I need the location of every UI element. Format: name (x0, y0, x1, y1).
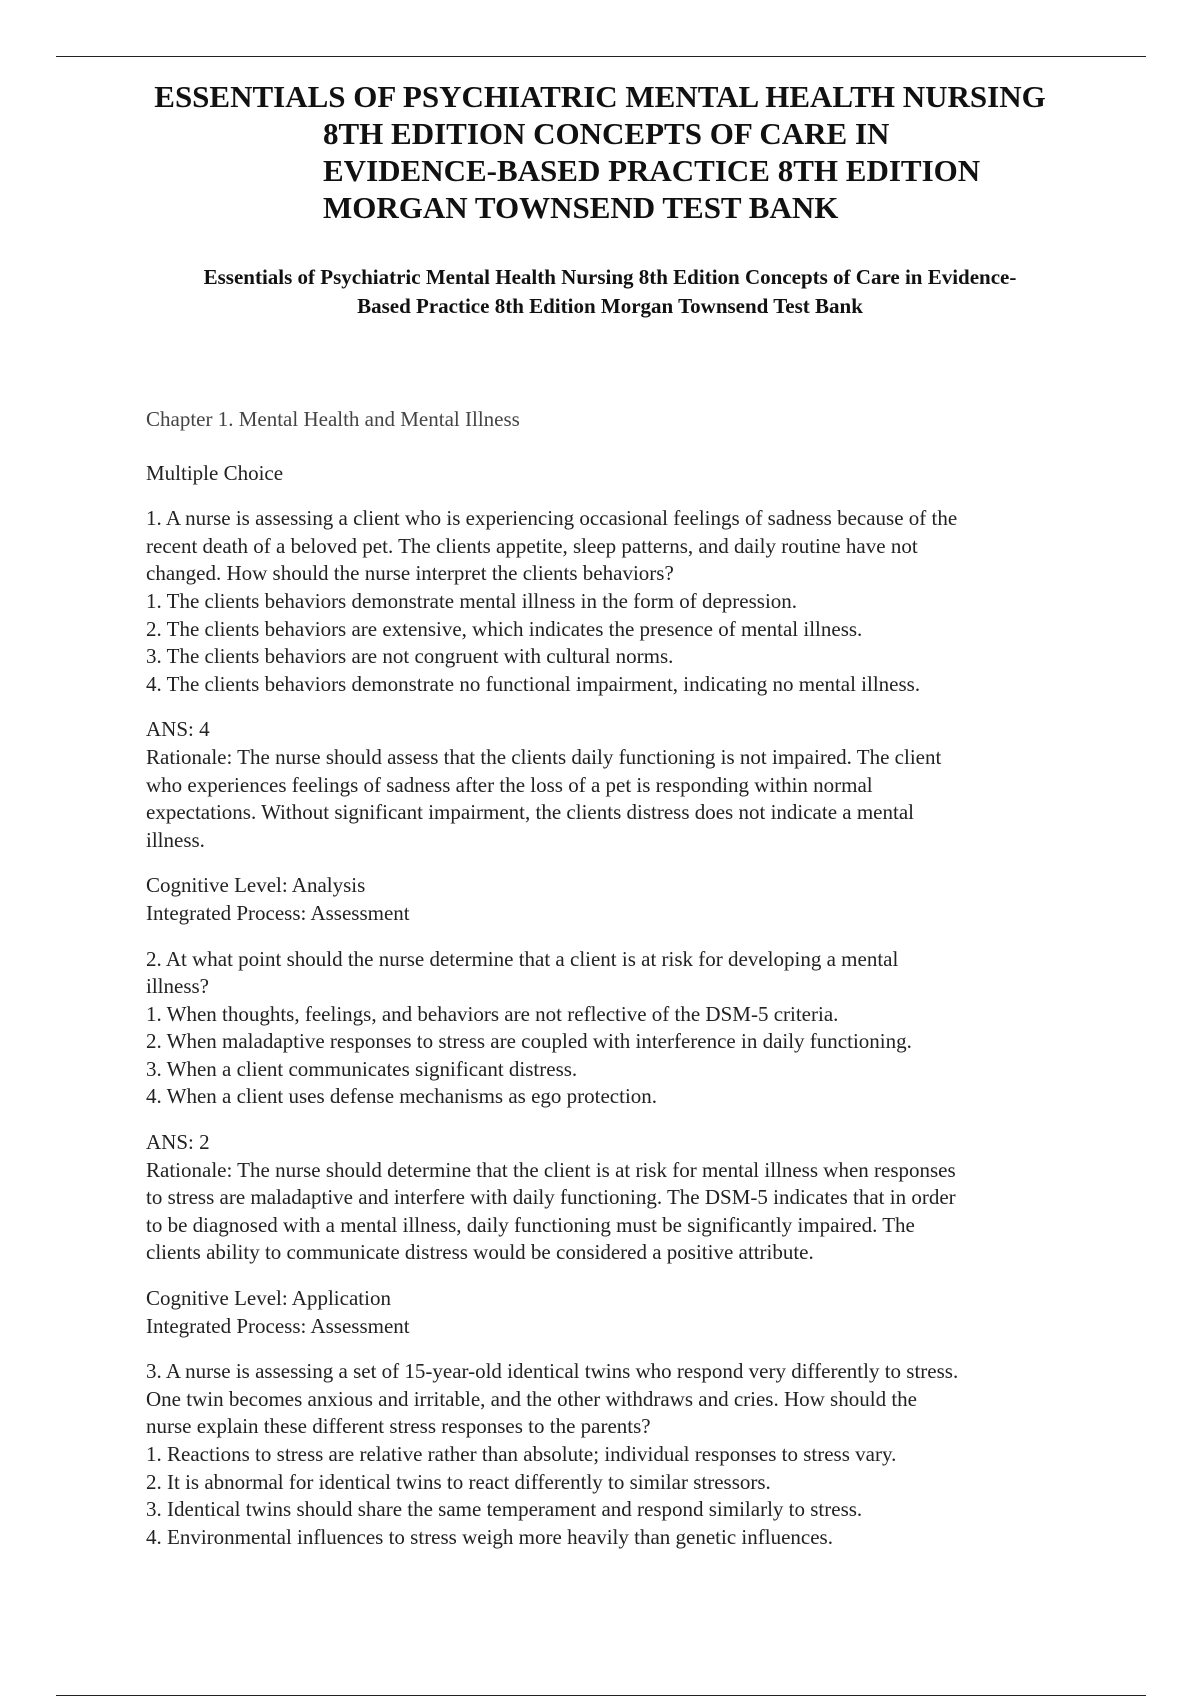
section-heading: Multiple Choice (146, 460, 284, 485)
document-subtitle (130, 263, 1090, 321)
question-stem-line: illness? (146, 974, 209, 999)
answer-option: 3. The clients behaviors are not congruent with cultural norms. (146, 644, 674, 669)
answer-option: 4. Environmental influences to stress weigh more heavily than genetic influences. (146, 1524, 833, 1549)
cognitive-level: Cognitive Level: Analysis (146, 873, 366, 898)
question-stem-line: changed. How should the nurse interpret the clients behaviors? (146, 561, 674, 586)
question-stem-line: 1. A nurse is assessing a client who is experiencing occasional feelings of sadness because of the (146, 506, 958, 531)
title-line: EVIDENCE-BASED PRACTICE 8TH EDITION (323, 153, 981, 188)
rationale-line: expectations. Without significant impairment, the clients distress does not indicate a mental (146, 800, 914, 825)
question-stem-line: nurse explain these different stress responses to the parents? (146, 1414, 651, 1439)
rationale-line: to be diagnosed with a mental illness, daily functioning must be significantly impaired. The (146, 1212, 915, 1237)
question-stem-line: 2. At what point should the nurse determine that a client is at risk for developing a mental (146, 946, 899, 971)
answer-option: 1. The clients behaviors demonstrate mental illness in the form of depression. (146, 588, 798, 613)
answer-option: 1. When thoughts, feelings, and behaviors are not reflective of the DSM-5 criteria. (146, 1001, 839, 1026)
answer-option: 2. The clients behaviors are extensive, which indicates the presence of mental illness. (146, 616, 863, 641)
question-2 (146, 946, 1096, 1112)
rationale-line: Rationale: The nurse should assess that the clients daily functioning is not impaired. The client (146, 744, 942, 769)
question-stem-line: 3. A nurse is assessing a set of 15-year-old identical twins who respond very differently to stress. (146, 1359, 959, 1384)
document-title (100, 78, 1100, 226)
answer-option: 4. The clients behaviors demonstrate no functional impairment, indicating no mental illness. (146, 671, 921, 696)
title-line: MORGAN TOWNSEND TEST BANK (323, 190, 839, 225)
cognitive-level: Cognitive Level: Application (146, 1286, 391, 1311)
answer-block-1 (146, 716, 1096, 854)
answer-key: ANS: 4 (146, 717, 210, 742)
chapter-heading: Chapter 1. Mental Health and Mental Illness (146, 407, 520, 431)
answer-option: 2. It is abnormal for identical twins to react differently to similar stressors. (146, 1469, 771, 1494)
answer-option: 3. When a client communicates significant distress. (146, 1056, 578, 1081)
meta-block-2 (146, 1285, 1096, 1340)
answer-option: 1. Reactions to stress are relative rather than absolute; individual responses to stress vary. (146, 1442, 897, 1466)
bottom-rule (56, 1695, 1146, 1696)
rationale-line: who experiences feelings of sadness after the loss of a pet is responding within normal (146, 772, 873, 797)
integrated-process: Integrated Process: Assessment (146, 900, 410, 925)
document-body (146, 406, 1096, 1569)
answer-key: ANS: 2 (146, 1130, 210, 1155)
question-1 (146, 505, 1096, 698)
meta-block-1 (146, 872, 1096, 927)
answer-block-2 (146, 1129, 1096, 1267)
subtitle-line: Based Practice 8th Edition Morgan Townsend Test Bank (357, 294, 863, 318)
rationale-line: illness. (146, 827, 205, 852)
question-3 (146, 1358, 1096, 1551)
answer-option: 2. When maladaptive responses to stress are coupled with interference in daily functioning. (146, 1029, 912, 1054)
subtitle-line: Essentials of Psychiatric Mental Health Nursing 8th Edition Concepts of Care in Evidence- (203, 265, 1017, 289)
title-line: ESSENTIALS OF PSYCHIATRIC MENTAL HEALTH NURSING (154, 79, 1046, 114)
integrated-process: Integrated Process: Assessment (146, 1313, 410, 1338)
top-rule (56, 56, 1146, 57)
question-stem-line: recent death of a beloved pet. The clients appetite, sleep patterns, and daily routine have not (146, 533, 918, 558)
answer-option: 3. Identical twins should share the same temperament and respond similarly to stress. (146, 1497, 863, 1522)
rationale-line: Rationale: The nurse should determine that the client is at risk for mental illness when responses (146, 1157, 956, 1182)
answer-option: 4. When a client uses defense mechanisms as ego protection. (146, 1084, 658, 1109)
rationale-line: to stress are maladaptive and interfere with daily functioning. The DSM-5 indicates that in order (146, 1185, 956, 1210)
question-stem-line: One twin becomes anxious and irritable, and the other withdraws and cries. How should the (146, 1386, 917, 1411)
rationale-line: clients ability to communicate distress would be considered a positive attribute. (146, 1240, 814, 1265)
title-line: 8TH EDITION CONCEPTS OF CARE IN (323, 116, 890, 151)
